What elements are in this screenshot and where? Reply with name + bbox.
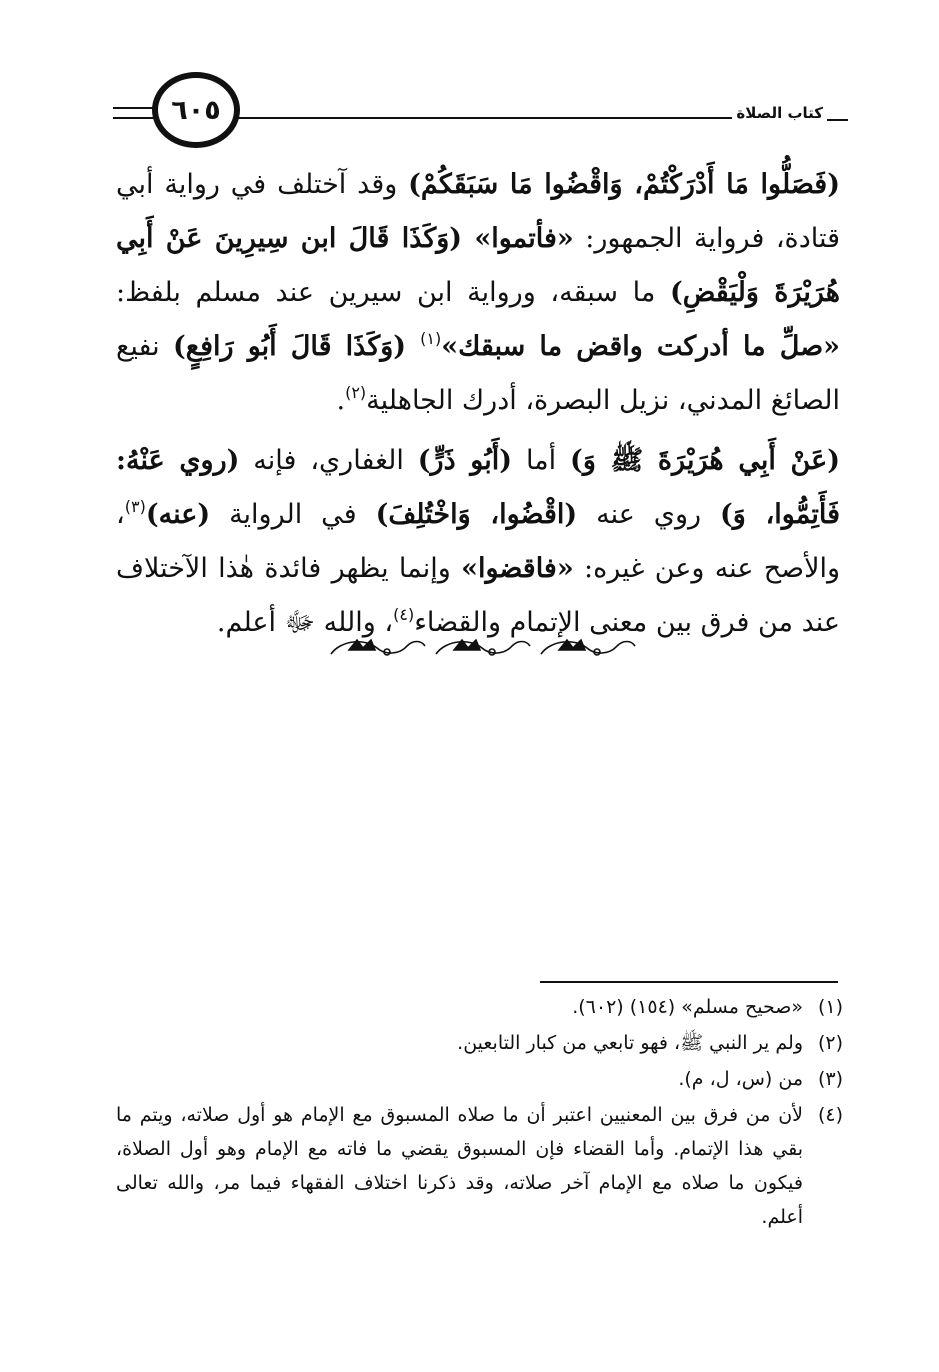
header-rule-left-bottom (113, 117, 155, 119)
ornament-motif-icon (436, 640, 530, 655)
footnote-ref: (٣) (124, 497, 146, 516)
footnote-text: من (س، ل، م). (678, 1068, 803, 1090)
paragraph-2 (116, 434, 840, 650)
paragraph-1 (116, 158, 840, 428)
commentary-text: الغفاري، فإنه (239, 445, 418, 476)
footnotes (116, 990, 843, 1236)
ornament-motif-icon (541, 640, 635, 655)
commentary-text: أما (512, 445, 571, 476)
footnote-1 (116, 990, 843, 1024)
footnote-ref: (١) (420, 329, 442, 348)
footnote-3 (116, 1062, 843, 1096)
quoted-text: (أَبُو ذَرٍّ) (417, 445, 513, 476)
floral-divider-ornament-icon (325, 628, 640, 664)
footnote-ref: (٤) (393, 605, 415, 624)
ornament-motif-icon (331, 640, 425, 655)
footnote-text: ولم ير النبي ﷺ، فهو تابعي من كبار التابعين. (457, 1032, 803, 1054)
page-number-text: ٦٠٥ (171, 94, 221, 126)
quoted-text: (وَكَذَا قَالَ أَبُو رَافِعٍ) (173, 331, 421, 362)
main-text (116, 158, 840, 650)
page-number (152, 72, 240, 148)
commentary-text: ، والأصح عنه وعن غيره: (116, 499, 841, 584)
footnote-number: (٢) (817, 1032, 843, 1054)
header-rule-left-top (113, 107, 155, 109)
quoted-text: (عنه) (145, 499, 211, 530)
page-header (0, 0, 939, 150)
commentary-text: . (336, 385, 346, 416)
commentary-text: روي عنه (577, 499, 720, 530)
quoted-text: (روي عَنْهُ: فَأَتِمُّوا، وَ) (116, 445, 840, 530)
commentary-text: ، والله ﷻ أعلم. (216, 607, 394, 638)
running-title: كتاب الصلاة (732, 103, 827, 123)
quoted-text: (فَصَلُّوا مَا أَدْرَكْتُمْ، وَاقْضُوا مَا سَبَقَكُمْ) (408, 169, 840, 200)
footnote-number: (١) (817, 996, 843, 1018)
footnote-text: لأن من فرق بين المعنيين اعتبر أن ما صلاه المسبوق مع الإمام هو أول صلاته، ويتم ما بقي هذا الإتمام. وأما القضاء فإن المسبوق يقضي ما فاته مع الإمام وهو أول الصلاة، فيكون ما صلاه مع الإمام آخر صلاته، وقد ذكرنا اختلاف الفقهاء فيما مر، والله تعالى أعلم. (116, 1104, 803, 1228)
quoted-text: (اقْضُوا، وَاخْتُلِفَ) (375, 499, 578, 530)
commentary-text: وقد آختلف في رواية أبي قتادة، فرواية الجمهور: (116, 169, 840, 254)
quoted-text: (عَنْ أَبِي هُرَيْرَةَ ﷺ وَ) (570, 445, 840, 476)
quoted-text: «صلِّ ما أدركت واقض ما سبقك» (441, 331, 841, 362)
commentary-text: نفيع الصائغ المدني، نزيل البصرة، أدرك الجاهلية (116, 331, 840, 416)
footnote-2 (116, 1026, 843, 1060)
footnote-number: (٣) (817, 1068, 843, 1090)
commentary-text: ما سبقه، ورواية ابن سيرين عند مسلم بلفظ: (116, 277, 670, 308)
commentary-text: في الرواية (210, 499, 376, 530)
footnote-text: «صحيح مسلم» (١٥٤) (٦٠٢). (572, 996, 803, 1018)
footnote-separator (540, 981, 838, 983)
quoted-text: «فأتموا» (وَكَذَا قَالَ ابن سِيرِينَ عَنْ أَبِي هُرَيْرَةَ وَلْيَقْضِ) (116, 223, 840, 308)
header-rule-right (238, 117, 803, 119)
quoted-text: «فاقضوا» (461, 553, 574, 584)
footnote-number: (٤) (817, 1104, 843, 1126)
footnote-4 (116, 1098, 843, 1234)
commentary-text: وإنما يظهر فائدة هٰذا الآختلاف عند من فرق بين معنى الإتمام والقضاء (116, 553, 840, 638)
footnote-ref: (٢) (345, 383, 367, 402)
